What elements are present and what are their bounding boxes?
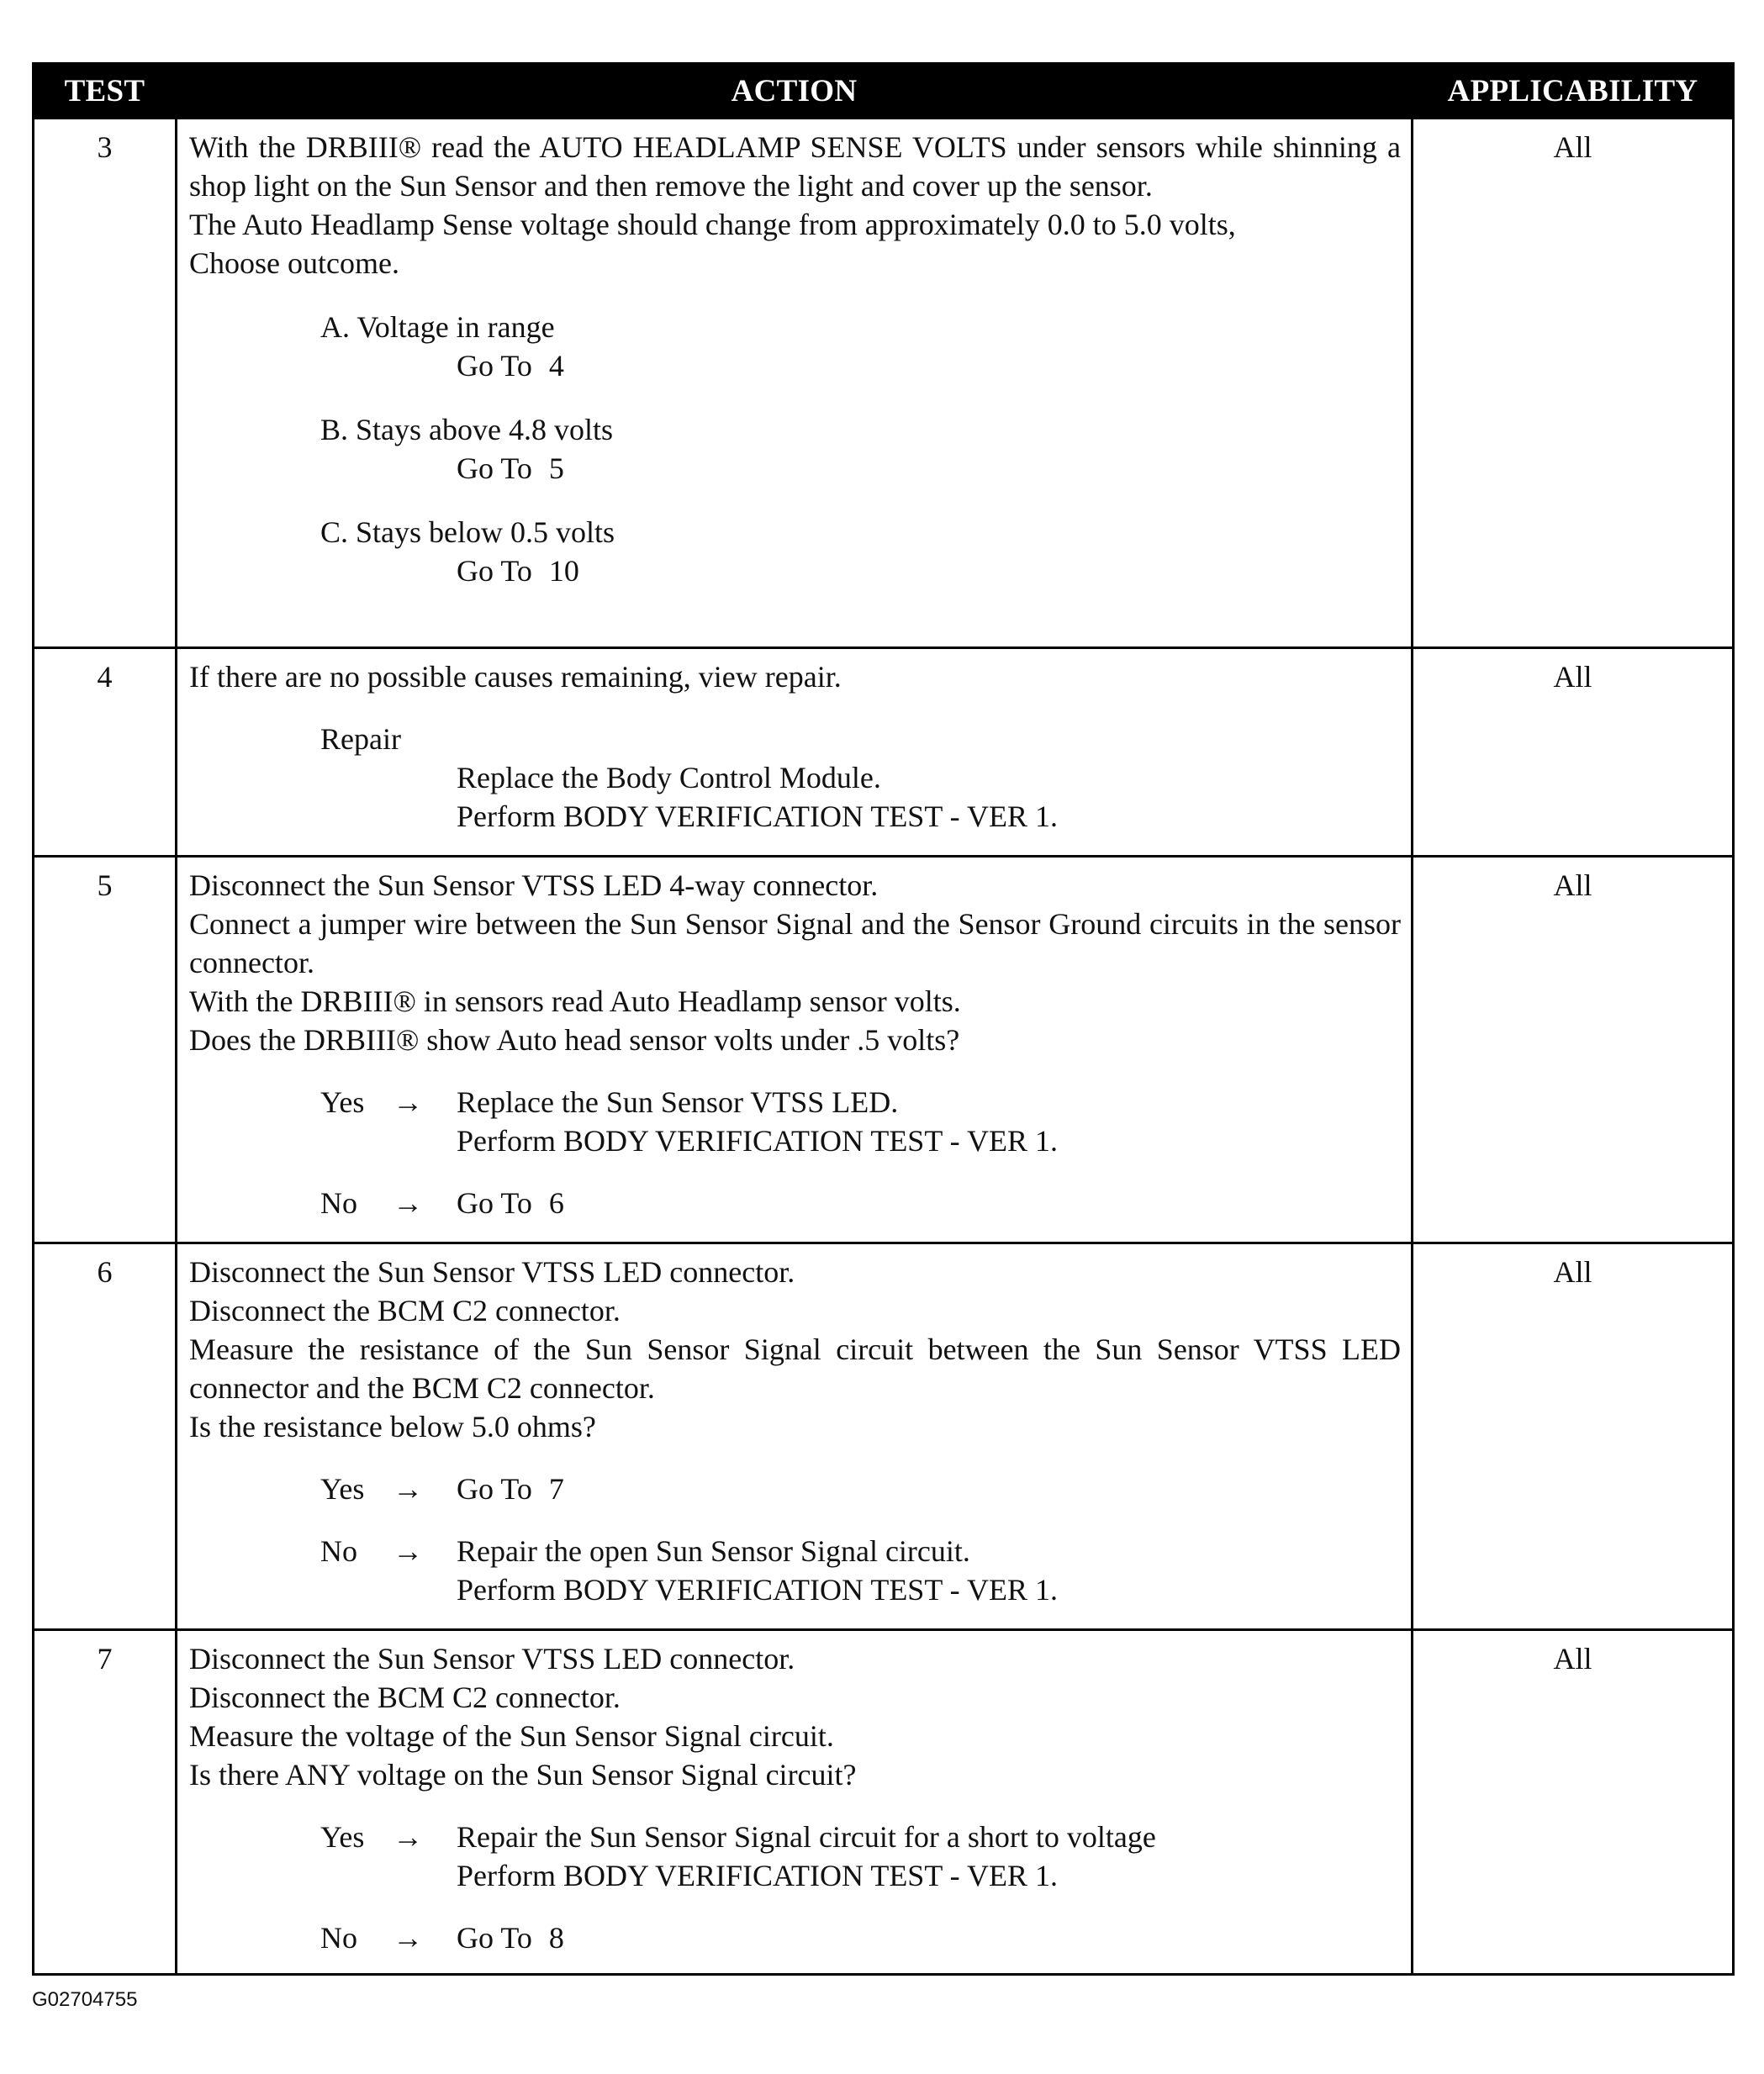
action-line: Measure the voltage of the Sun Sensor Signal circuit. — [189, 1719, 834, 1753]
outcome-label: C. Stays below 0.5 volts — [320, 515, 615, 549]
repair-line: Perform BODY VERIFICATION TEST - VER 1. — [457, 800, 1059, 833]
yes-label: Yes — [320, 1820, 365, 1854]
no-result — [457, 1532, 1401, 1609]
goto-text: Go To — [457, 349, 532, 383]
applicability-value: All — [1413, 1630, 1734, 1975]
outcome-option — [189, 308, 1401, 385]
result-line: Perform BODY VERIFICATION TEST - VER 1. — [457, 1124, 1059, 1158]
yes-result — [457, 1818, 1401, 1895]
goto-link[interactable] — [189, 551, 1401, 590]
action-line: Does the DRBIII® show Auto head sensor volts under .5 volts? — [189, 1023, 960, 1057]
goto-link[interactable] — [189, 346, 1401, 385]
yes-label: Yes — [320, 1085, 365, 1119]
test-number: 7 — [34, 1630, 177, 1975]
goto-link[interactable] — [457, 1918, 1401, 1957]
applicability-value: All — [1413, 119, 1734, 648]
test-number: 4 — [34, 648, 177, 857]
no-label: No — [320, 1534, 357, 1568]
no-outcome — [189, 1918, 1401, 1957]
test-number: 5 — [34, 857, 177, 1243]
repair-label: Repair — [320, 722, 401, 756]
action-line: With the DRBIII® in sensors read Auto Headlamp sensor volts. — [189, 984, 961, 1018]
result-line: Perform BODY VERIFICATION TEST - VER 1. — [457, 1859, 1059, 1892]
no-label: No — [320, 1921, 357, 1955]
diagnostic-table-sheet — [32, 62, 1732, 1976]
repair-line: Replace the Body Control Module. — [457, 761, 881, 794]
action-line: Disconnect the BCM C2 connector. — [189, 1681, 621, 1714]
action-line: Connect a jumper wire between the Sun Sensor Signal and the Sensor Ground circuits in the sensor connector. — [189, 907, 1401, 979]
action-line: Disconnect the Sun Sensor VTSS LED connector. — [189, 1255, 795, 1289]
action-line: The Auto Headlamp Sense voltage should change from approximately 0.0 to 5.0 volts, — [189, 208, 1236, 241]
table-row-test-7 — [34, 1630, 1734, 1975]
action-line: With the DRBIII® read the AUTO HEADLAMP SENSE VOLTS under sensors while shinning a shop light on the Sun Sensor and then remove the light and cover up the sensor. — [189, 130, 1401, 203]
goto-target: 4 — [548, 349, 564, 383]
header-applicability: APPLICABILITY — [1413, 64, 1734, 119]
goto-text: Go To — [457, 1186, 532, 1220]
result-line: Repair the open Sun Sensor Signal circuit. — [457, 1534, 970, 1568]
goto-link[interactable] — [457, 1184, 1401, 1222]
action-cell — [177, 1243, 1413, 1630]
outcome-label: B. Stays above 4.8 volts — [320, 413, 613, 446]
applicability-value: All — [1413, 1243, 1734, 1630]
result-line: Repair the Sun Sensor Signal circuit for a short to voltage — [457, 1820, 1156, 1854]
arrow-right-icon: → — [393, 1186, 423, 1220]
table-row-test-4 — [34, 648, 1734, 857]
table-header-row — [34, 64, 1734, 119]
diagnostic-test-table — [32, 62, 1735, 1976]
action-line: Disconnect the BCM C2 connector. — [189, 1294, 621, 1327]
test-number: 3 — [34, 119, 177, 648]
goto-link[interactable] — [189, 449, 1401, 488]
yes-outcome — [189, 1083, 1401, 1160]
outcome-label: A. Voltage in range — [320, 310, 555, 344]
no-outcome — [189, 1184, 1401, 1222]
yes-outcome — [189, 1470, 1401, 1508]
goto-target: 5 — [548, 451, 564, 485]
figure-id: G02704755 — [32, 1988, 138, 2011]
table-row-test-6 — [34, 1243, 1734, 1630]
result-line: Replace the Sun Sensor VTSS LED. — [457, 1085, 899, 1119]
action-cell — [177, 857, 1413, 1243]
applicability-value: All — [1413, 648, 1734, 857]
yes-label: Yes — [320, 1472, 365, 1506]
goto-text: Go To — [457, 554, 532, 588]
yes-outcome — [189, 1818, 1401, 1895]
action-cell — [177, 119, 1413, 648]
applicability-value: All — [1413, 857, 1734, 1243]
goto-link[interactable] — [457, 1470, 1401, 1508]
header-test: TEST — [34, 64, 177, 119]
arrow-right-icon: → — [393, 1534, 423, 1568]
test-number: 6 — [34, 1243, 177, 1630]
outcome-option — [189, 513, 1401, 590]
outcome-option — [189, 410, 1401, 488]
action-line: Disconnect the Sun Sensor VTSS LED 4-way connector. — [189, 868, 879, 902]
action-cell — [177, 648, 1413, 857]
goto-text: Go To — [457, 1472, 532, 1506]
goto-target: 10 — [548, 554, 579, 588]
arrow-right-icon: → — [393, 1921, 423, 1955]
table-row-test-5 — [34, 857, 1734, 1243]
header-action: ACTION — [177, 64, 1413, 119]
action-line: Is there ANY voltage on the Sun Sensor Signal circuit? — [189, 1758, 857, 1792]
goto-target: 7 — [548, 1472, 564, 1506]
no-outcome — [189, 1532, 1401, 1609]
table-row-test-3 — [34, 119, 1734, 648]
goto-target: 8 — [548, 1921, 564, 1955]
action-line: Is the resistance below 5.0 ohms? — [189, 1410, 596, 1443]
action-cell — [177, 1630, 1413, 1975]
goto-text: Go To — [457, 451, 532, 485]
action-line: Disconnect the Sun Sensor VTSS LED connector. — [189, 1642, 795, 1676]
arrow-right-icon: → — [393, 1085, 423, 1119]
yes-result — [457, 1083, 1401, 1160]
goto-text: Go To — [457, 1921, 532, 1955]
action-line: If there are no possible causes remaining, view repair. — [189, 660, 842, 694]
arrow-right-icon: → — [393, 1472, 423, 1506]
goto-target: 6 — [548, 1186, 564, 1220]
action-line: Measure the resistance of the Sun Sensor Signal circuit between the Sun Sensor VTSS LED connector and the BCM C2 connector. — [189, 1333, 1401, 1405]
result-line: Perform BODY VERIFICATION TEST - VER 1. — [457, 1573, 1059, 1607]
action-line: Choose outcome. — [189, 246, 399, 280]
arrow-right-icon: → — [393, 1820, 423, 1854]
no-label: No — [320, 1186, 357, 1220]
